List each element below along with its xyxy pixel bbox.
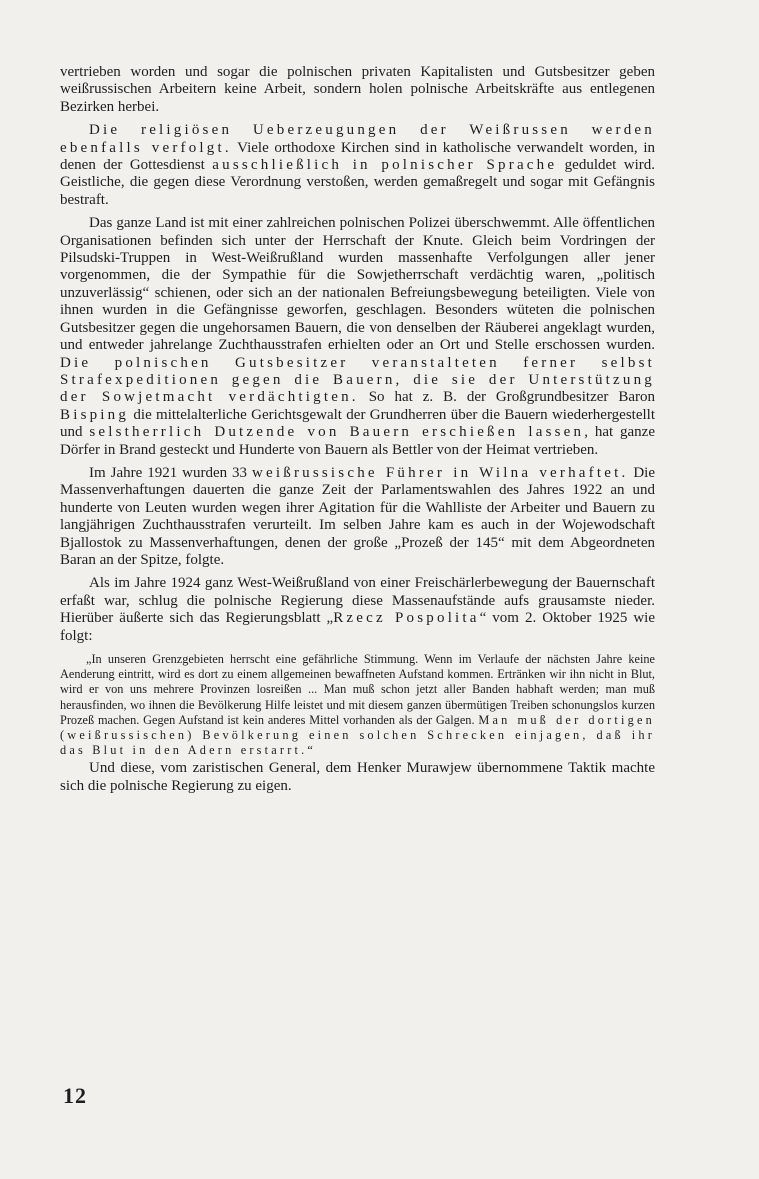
text-run: So hat z. B. der Großgrundbesitzer Baron xyxy=(358,389,655,406)
text-run: „In unseren Grenzgebieten herrscht eine gefährliche Stimmung. Wenn im Verlaufe der nächsten Jahre keine Aenderung eintritt, wird es dort zu einem allgemeinen bewaffneten Aufstand kommen. Ertränken wir ihn nicht in Blut, wird er von uns mehrere Provinzen losreißen ... Man muß schon jetzt aller Banden habhaft werden; man muß herausfinden, wo ihnen die Bevölkerung Hilfe leistet und mit diesem ganzen übermütigen Treiben schonungslos kurzen Prozeß machen. Gegen Aufstand ist kein anderes Mittel vorhanden als der Galgen. xyxy=(60,652,655,727)
quote-text xyxy=(60,652,655,758)
body-text xyxy=(60,64,655,795)
text-run: geduldet wird. Geistliche, die gegen diese Verordnung verstoßen, werden gemaßregelt und sogar mit Gefängnis bestraft. xyxy=(60,157,656,208)
closing-paragraph: Und diese, vom zaristischen General, dem Henker Murawjew übernommene Taktik machte sich die polnische Regierung zu eigen. xyxy=(60,760,655,794)
spaced-emphasis: selstherrlich Dutzende von Bauern erschießen lassen xyxy=(89,424,585,441)
paragraph-2 xyxy=(60,122,655,209)
spaced-emphasis: Die religiösen Ueberzeugungen der Weißrussen werden ebenfalls verfolgt. xyxy=(60,122,655,156)
spaced-emphasis: Bisping xyxy=(60,406,130,423)
paragraph-4 xyxy=(60,465,655,569)
spaced-emphasis: Die polnischen Gutsbesitzer veranstalteten ferner selbst Strafexpeditionen gegen die Bauern, die sie der Unterstützung der Sowjetmacht verdächtigten. xyxy=(60,354,655,406)
spaced-emphasis: Rzecz Pospolita xyxy=(333,610,480,627)
text-run: Die Massenverhaftungen dauerten die ganze Zeit der Parlamentswahlen des Jahres 1922 an und hunderte von Leuten wurden wegen ihrer Agitation für die Wahlliste der Arbeiter und Bauern zu langjährigen Zuchthausstrafen verurteilt. Im selben Jahre kam es auch in der Wojewodschaft Bjallostok zu Massenverhaftungen, denen der große „Prozeß der 145“ mit dem Abgeordneten Baran an der Spitze, folgte. xyxy=(60,464,655,568)
text-run: Im Jahre 1921 wurden 33 xyxy=(89,464,252,481)
text-run: Als im Jahre 1924 ganz West-Weißrußland von einer Freischärlerbewegung der Bauernschaft erfaßt war, schlug die polnische Regierung diese Massenaufstände aufs grausamste nieder. Hierüber äußerte sich das Regierungsblatt „ xyxy=(60,575,655,627)
text-run: vertrieben worden und sogar die polnischen privaten Kapitalisten und Gutsbesitzer geben weißrussischen Arbeitern keine Arbeit, sondern holen polnische Arbeitskräfte aus entlegenen Bezirken herbei. xyxy=(60,64,655,115)
spaced-emphasis: weißrussische Führer in Wilna verhaftet. xyxy=(252,464,629,481)
spaced-emphasis: ausschließlich in polnischer Sprache xyxy=(212,157,558,174)
spaced-emphasis: Man muß der dortigen (weißrussischen) Bevölkerung einen solchen Schrecken einjagen, daß ihr das Blut in den Adern erstarrt. xyxy=(60,712,655,758)
paragraph-1 xyxy=(60,64,655,116)
paragraph-3 xyxy=(60,215,655,459)
text-run: Viele orthodoxe Kirchen sind in katholische verwandelt worden, in denen der Gottesdienst xyxy=(60,139,655,174)
page-number: 12 xyxy=(63,1083,87,1108)
text-run: die mittelalterliche Gerichtsgewalt der Grundherren über die Bauern wiederhergestellt und xyxy=(60,406,655,441)
paragraph-5 xyxy=(60,575,655,645)
text-run: “ xyxy=(307,743,313,758)
text-run: “ vom 2. Oktober 1925 wie folgt: xyxy=(60,610,655,644)
text-run: , hat ganze Dörfer in Brand gesteckt und Hunderte von Bauern als Bettler von der Heimat vertrieben. xyxy=(60,424,655,458)
newspaper-quote xyxy=(60,652,655,758)
text-run: Das ganze Land ist mit einer zahlreichen polnischen Polizei überschwemmt. Alle öffentlichen Organisationen befinden sich unter der Herrschaft der Knute. Gleich beim Vordringen der Pilsudski-Truppen in West-Weißrußland wurden massenhafte Verfolgungen aller jener vorgenommen, die der Sympathie für die Sowjetherrschaft verdächtig waren, „politisch unzuverlässig“ schienen, oder sich an der nationalen Befreiungsbewegung beteiligten. Viele von ihnen wurden in die Gefängnisse geworfen, geschlagen. Besonders wüteten die polnischen Gutsbesitzer gegen die ungehorsamen Bauern, die von denselben der Räuberei angeklagt wurden, und entweder jahrelange Zuchthausstrafen erhielten oder an Ort und Stelle erschossen wurden. xyxy=(60,215,655,354)
